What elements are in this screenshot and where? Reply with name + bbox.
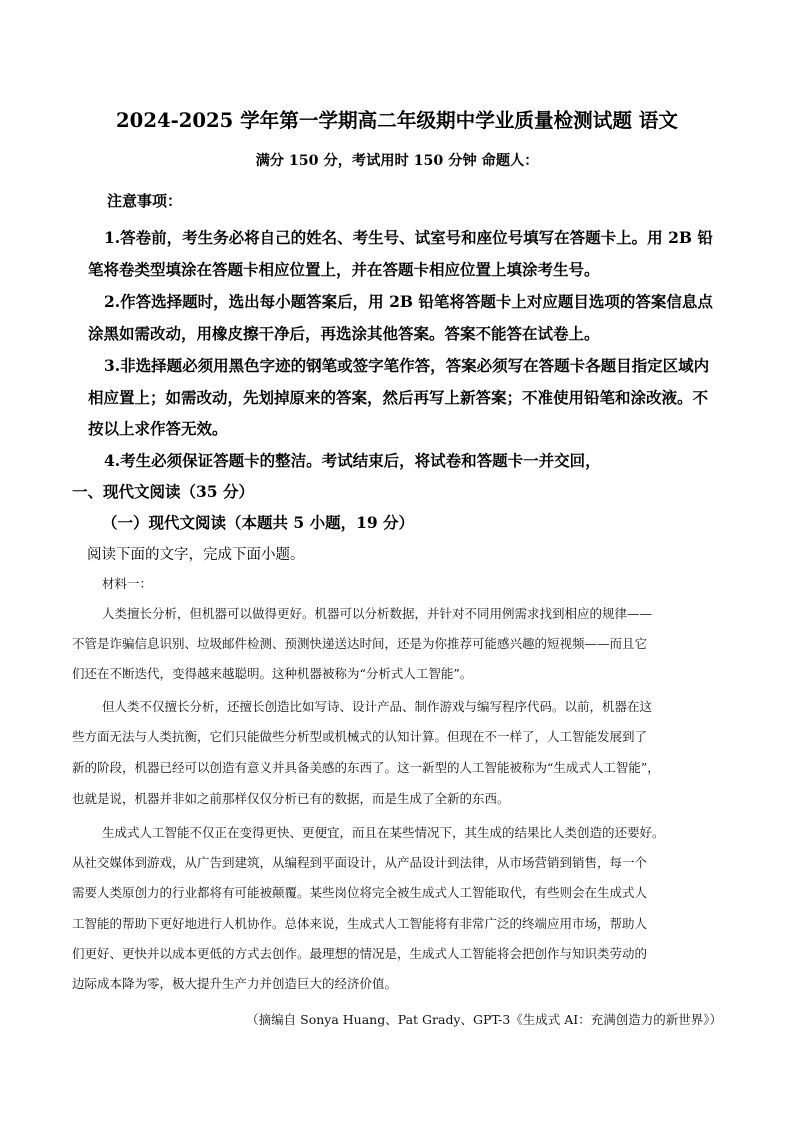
notice-line: 按以上求作答无效。 bbox=[88, 419, 228, 438]
material-line: 人类擅长分析，但机器可以做得更好。机器可以分析数据，并针对不同用例需求找到相应的规律—— bbox=[102, 606, 653, 621]
material-line: 需要人类原创力的行业都将有可能被颠覆。某些岗位将完全被生成式人工智能取代，有些则会在生成式人 bbox=[72, 885, 648, 900]
exam-title: 2024-2025 学年第一学期高二年级期中学业质量检测试题 语文 bbox=[116, 109, 678, 132]
material-line: 工智能的帮助下更好地进行人机协作。总体来说，生成式人工智能将有非常广泛的终端应用市场，帮助人 bbox=[72, 916, 648, 931]
notice-line: 2.作答选择题时，选出每小题答案后，用 2B 铅笔将答题卡上对应题目选项的答案信息点 bbox=[104, 292, 713, 311]
section-heading: 一、现代文阅读（35 分） bbox=[72, 482, 254, 501]
notice-line: 涂黑如需改动，用橡皮擦干净后，再选涂其他答案。答案不能答在试卷上。 bbox=[88, 324, 600, 343]
reading-instruction: 阅读下面的文字，完成下面小题。 bbox=[87, 547, 305, 563]
material-line: 但人类不仅擅长分析，还擅长创造比如写诗、设计产品、制作游戏与编写程序代码。以前，机器在这 bbox=[102, 699, 653, 714]
material-label: 材料一： bbox=[102, 576, 153, 591]
notice-title: 注意事项： bbox=[107, 192, 183, 210]
material-line: 们还在不断迭代，变得越来越聪明。这种机器被称为“分析式人工智能”。 bbox=[72, 666, 473, 681]
material-line: 些方面无法与人类抗衡，它们只能做些分析型或机械式的认知计算。但现在不一样了，人工智能发展到了 bbox=[72, 729, 648, 744]
exam-subtitle: 满分 150 分，考试用时 150 分钟 命题人： bbox=[255, 153, 539, 169]
material-line: 不管是诈骗信息识别、垃圾邮件检测、预测快递送达时间，还是为你推荐可能感兴趣的短视频——而且它 bbox=[72, 636, 648, 651]
material-line: 从社交媒体到游戏，从广告到建筑，从编程到平面设计，从产品设计到法律，从市场营销到销售，每一个 bbox=[72, 855, 648, 870]
material-source: （摘编自 Sonya Huang、Pat Grady、GPT-3《生成式 AI：充满创造力的新世界》） bbox=[246, 1012, 722, 1027]
material-line: 也就是说，机器并非如之前那样仅仅分析已有的数据，而是生成了全新的东西。 bbox=[72, 791, 510, 806]
notice-line: 1.答卷前，考生务必将自己的姓名、考生号、试室号和座位号填写在答题卡上。用 2B 铅 bbox=[104, 228, 713, 247]
material-line: 们更好、更快并以成本更低的方式去创作。最理想的情况是，生成式人工智能将会把创作与知识类劳动的 bbox=[72, 946, 648, 961]
notice-line: 4.考生必须保证答题卡的整洁。考试结束后，将试卷和答题卡一并交回， bbox=[104, 451, 601, 470]
section-subheading: （一）现代文阅读（本题共 5 小题，19 分） bbox=[102, 513, 415, 532]
notice-line: 3.非选择题必须用黑色字迹的钢笔或签字笔作答，答案必须写在答题卡各题目指定区域内 bbox=[104, 356, 710, 375]
notice-line: 相应置上；如需改动，先划掉原来的答案，然后再写上新答案；不准使用铅笔和涂改液。不 bbox=[88, 388, 709, 407]
notice-line: 笔将卷类型填涂在答题卡相应位置上，并在答题卡相应位置上填涂考生号。 bbox=[88, 260, 600, 279]
material-line: 边际成本降为零，极大提升生产力并创造巨大的经济价值。 bbox=[72, 976, 398, 991]
material-line: 生成式人工智能不仅正在变得更快、更便宜，而且在某些情况下，其生成的结果比人类创造的还要好。 bbox=[102, 825, 665, 840]
material-line: 新的阶段，机器已经可以创造有意义并具备美感的东西了。这一新型的人工智能被称为“生成式人工智能”， bbox=[72, 760, 660, 775]
